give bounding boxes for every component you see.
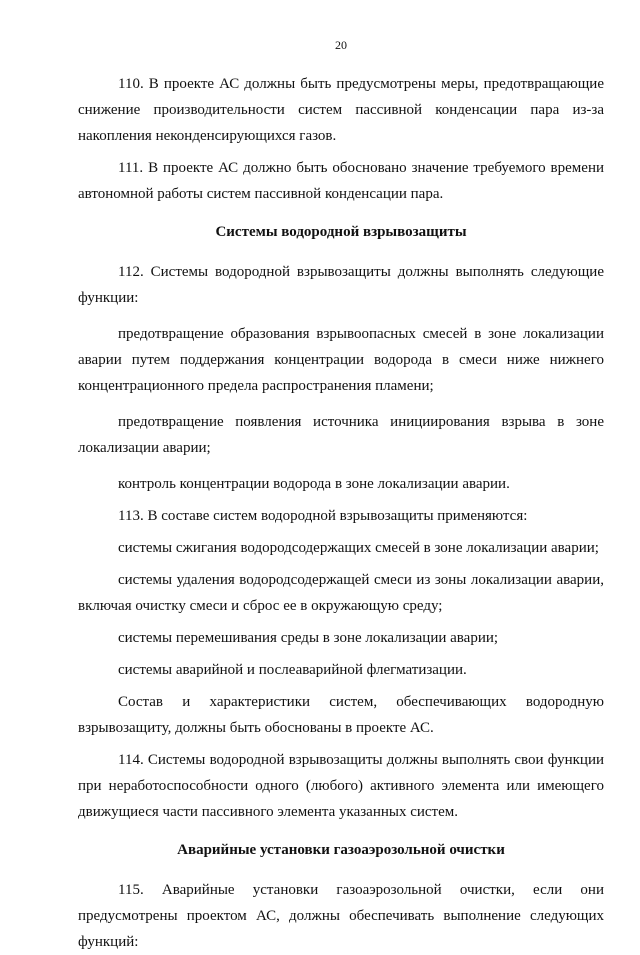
paragraph-111: 111. В проекте АС должно быть обосновано значение требуемого времени автономной работы систем пассивной конденсации пара.: [78, 160, 604, 202]
paragraph-115: 115. Аварийные установки газоаэрозольной очистки, если они предусмотрены проектом АС, должны обеспечивать выполнение следующих функций:: [78, 882, 604, 950]
paragraph-113: 113. В составе систем водородной взрывозащиты применяются:: [118, 508, 528, 524]
paragraph-110: 110. В проекте АС должны быть предусмотрены меры, предотвращающие снижение производительности систем пассивной конденсации пара из-за накопления неконденсирующихся газов.: [78, 76, 604, 144]
page-number: 20: [335, 38, 347, 52]
paragraph-112-item-2: предотвращение появления источника инициирования взрыва в зоне локализации аварии;: [78, 414, 604, 456]
paragraph-112: 112. Системы водородной взрывозащиты должны выполнять следующие функции:: [78, 264, 604, 306]
section-heading-hydrogen: Системы водородной взрывозащиты: [215, 224, 467, 240]
paragraph-113-item-1: системы сжигания водородсодержащих смесей в зоне локализации аварии;: [118, 540, 599, 556]
paragraph-114: 114. Системы водородной взрывозащиты должны выполнять свои функции при неработоспособности одного (любого) активного элемента или имеющего движущиеся части пассивного элемента указанных систем.: [78, 752, 604, 820]
paragraph-113-item-4: системы аварийной и послеаварийной флегматизации.: [118, 662, 467, 678]
section-heading-aerosol: Аварийные установки газоаэрозольной очистки: [177, 842, 505, 858]
paragraph-113-tail: Состав и характеристики систем, обеспечивающих водородную взрывозащиту, должны быть обоснованы в проекте АС.: [78, 694, 604, 736]
paragraph-112-item-3: контроль концентрации водорода в зоне локализации аварии.: [118, 476, 510, 492]
paragraph-112-item-1: предотвращение образования взрывоопасных смесей в зоне локализации аварии путем поддержания концентрации водорода в смеси ниже нижнего концентрационного предела распространения пламени;: [78, 326, 604, 394]
paragraph-113-item-3: системы перемешивания среды в зоне локализации аварии;: [118, 630, 499, 646]
paragraph-113-item-2: системы удаления водородсодержащей смеси из зоны локализации аварии, включая очистку смеси и сброс ее в окружающую среду;: [78, 572, 604, 614]
